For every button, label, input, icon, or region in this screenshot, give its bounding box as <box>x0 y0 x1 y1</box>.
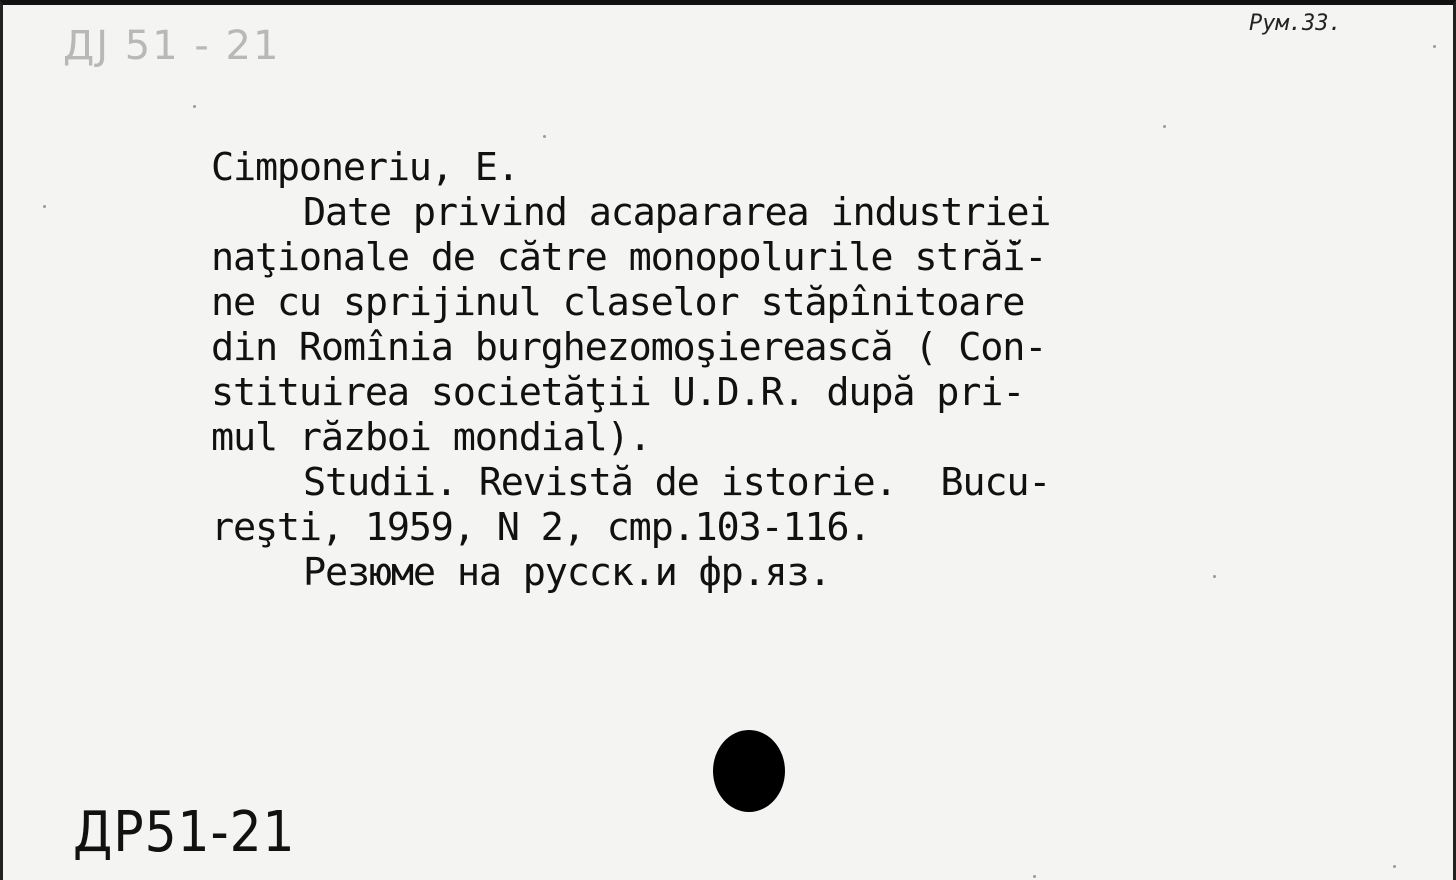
punch-hole <box>713 730 785 812</box>
speck <box>1433 45 1436 48</box>
speck <box>1033 875 1036 878</box>
title-line-3: ne cu sprijinul claselor stăpînitoare <box>211 280 1025 325</box>
author-line: Cimponeriu, E. <box>211 145 519 190</box>
call-number: ДР51-21 <box>73 800 296 865</box>
title-line-6: mul război mondial). <box>211 415 651 460</box>
speck <box>193 105 196 108</box>
faint-stamp-code: ДЈ 51 - 21 <box>63 23 281 69</box>
title-line-2: naţionale de către monopolurile stră̆i- <box>211 235 1047 280</box>
card-body <box>211 145 1391 595</box>
speck <box>1163 125 1166 128</box>
source-line-2: reşti, 1959, N 2, cmp.103-116. <box>211 505 871 550</box>
title-line-4: din Romînia burghezomoşierească ( Con- <box>211 325 1047 370</box>
speck <box>43 205 46 208</box>
title-line-5: stituirea societăţii U.D.R. după pri- <box>211 370 1025 415</box>
source-line-1: Studii. Revistă de istorie. Bucu- <box>303 460 1051 505</box>
summary-note: Резюме на русск.и фр.яз. <box>303 550 831 595</box>
title-line-1: Date privind acapararea industriei <box>303 190 1051 235</box>
speck <box>1393 865 1396 868</box>
speck <box>543 135 546 138</box>
speck <box>1213 575 1216 578</box>
collection-code: Рум.33. <box>1249 11 1342 36</box>
